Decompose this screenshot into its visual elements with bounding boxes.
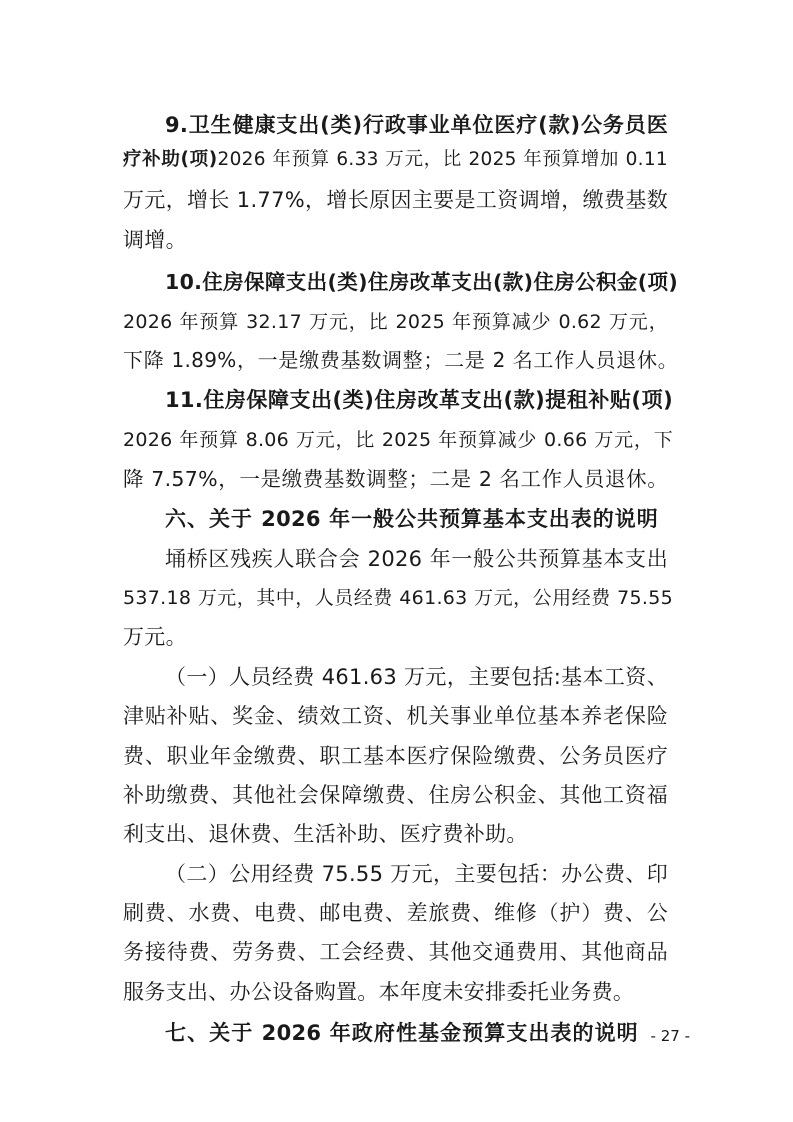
- section-7-heading: [0, 1016, 638, 1050]
- para-11-line-2: [0, 423, 673, 457]
- para-11-text-2: 2026 年预算 8.06 万元，比 2025 年预算减少 0.66 万元，下: [123, 429, 673, 451]
- section-7-title: 七、关于 2026 年政府性基金预算支出表的说明: [165, 1021, 638, 1045]
- para-10-text-2: 2026 年预算 32.17 万元，比 2025 年预算减少 0.62 万元，: [123, 311, 668, 333]
- section-6-line-1: [0, 542, 668, 576]
- para-11-heading: 11.住房保障支出(类)住房改革支出(款)提租补贴(项): [165, 388, 673, 412]
- para-9-line-3: [0, 183, 668, 217]
- public-text-4: 服务支出、办公设备购置。本年度未安排委托业务费。: [123, 980, 635, 1004]
- para-10-text-3: 下降 1.89%，一是缴费基数调整；二是 2 名工作人员退休。: [123, 348, 678, 372]
- personnel-text-4: 补助缴费、其他社会保障缴费、住房公积金、其他工资福: [123, 783, 668, 807]
- para-10-heading: 10.住房保障支出(类)住房改革支出(款)住房公积金(项): [165, 270, 678, 294]
- personnel-line-5: [0, 817, 668, 851]
- personnel-text-1: （一）人员经费 461.63 万元，主要包括:基本工资、: [165, 665, 668, 689]
- public-line-4: [0, 975, 668, 1009]
- para-9-line-2: [0, 143, 668, 177]
- para-9-text: 2026 年预算 6.33 万元，比 2025 年预算增加 0.11: [217, 149, 669, 170]
- public-line-2: [0, 896, 668, 930]
- public-text-1: （二）公用经费 75.55 万元，主要包括：办公费、印: [165, 862, 668, 886]
- section-6-line-2: [0, 581, 673, 615]
- public-text-3: 务接待费、劳务费、工会经费、其他交通费用、其他商品: [123, 940, 668, 964]
- para-10-line-1: [0, 265, 678, 299]
- personnel-text-2: 津贴补贴、奖金、绩效工资、机关事业单位基本养老保险: [123, 704, 668, 728]
- personnel-text-3: 费、职业年金缴费、职工基本医疗保险缴费、公务员医疗: [123, 744, 668, 768]
- section-6-text-2: 537.18 万元，其中，人员经费 461.63 万元，公用经费 75.55: [123, 587, 673, 609]
- section-6-text-1: 埇桥区残疾人联合会 2026 年一般公共预算基本支出: [165, 547, 668, 571]
- section-6-title: 六、关于 2026 年一般公共预算基本支出表的说明: [165, 507, 658, 531]
- para-11-line-1: [0, 383, 673, 417]
- public-text-2: 刷费、水费、电费、邮电费、差旅费、维修（护）费、公: [123, 901, 668, 925]
- personnel-line-2: [0, 699, 668, 733]
- page-number: - 27 -: [650, 1027, 690, 1045]
- public-line-1: [0, 857, 668, 891]
- para-9-text-3: 万元，增长 1.77%，增长原因主要是工资调增，缴费基数: [123, 188, 668, 212]
- para-9-line-4: [0, 223, 668, 257]
- para-11-line-3: [0, 462, 668, 496]
- section-6-line-3: [0, 620, 668, 654]
- para-11-text-3: 降 7.57%，一是缴费基数调整；二是 2 名工作人员退休。: [123, 467, 668, 491]
- section-6-text-3: 万元。: [123, 625, 187, 649]
- section-6-heading: [0, 502, 658, 536]
- public-line-3: [0, 935, 668, 969]
- personnel-line-4: [0, 778, 668, 812]
- personnel-line-3: [0, 739, 668, 773]
- para-10-line-2: [0, 305, 668, 339]
- para-10-line-3: [0, 343, 678, 377]
- para-9-text-4: 调增。: [123, 228, 187, 252]
- personnel-line-1: [0, 660, 668, 694]
- para-9-heading: 9.卫生健康支出(类)行政事业单位医疗(款)公务员医: [165, 113, 668, 137]
- personnel-text-5: 利支出、退休费、生活补助、医疗费补助。: [123, 822, 528, 846]
- para-9-heading-cont: 疗补助(项): [123, 149, 218, 170]
- para-9-line-1: [0, 108, 668, 142]
